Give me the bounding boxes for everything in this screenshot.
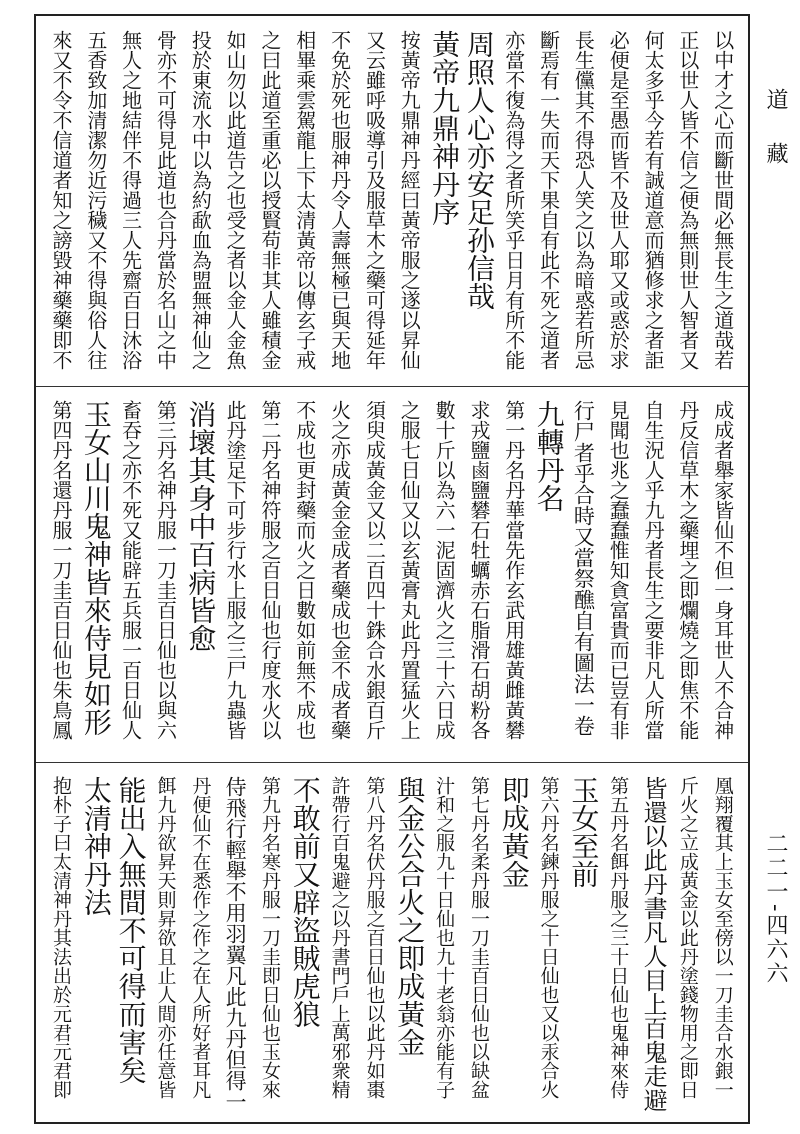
text-column: 何太多乎今若有誠道意而猶修求之者詎 — [641, 30, 666, 370]
text-column: 成成者舉家皆仙不但一身耳世人不合神 — [710, 400, 735, 740]
text-column: 斤火之立成黃金以此丹塗錢物用之即日 — [676, 776, 699, 1099]
text-column: 相畢乘雲駕龍上下太清黃帝以傳玄子戒 — [292, 30, 317, 370]
text-column: 數十斤以為六一泥固濟火之三十六日成 — [432, 400, 457, 740]
text-column: 即成黃金 — [497, 776, 531, 888]
text-column: 第四丹名還丹服一刀圭百日仙也朱鳥鳳 — [49, 400, 73, 740]
text-column: 火之亦成黃金金成者藥成也金不成者藥 — [327, 400, 352, 740]
text-column: 丹便仙不在悉作之作之在人所好者耳凡 — [189, 776, 212, 1099]
margin-page-number: 二二一-四六六 — [763, 832, 788, 986]
text-column: 許帶行百鬼避之以丹書門戶上萬邪衆精 — [328, 776, 351, 1099]
text-panel-top — [44, 30, 740, 376]
text-column: 如山勿以此道告之也受之者以金人金魚 — [223, 30, 248, 370]
text-column: 之曰此道至重必以授賢苟非其人雖積金 — [257, 30, 282, 370]
text-column: 消壞其身中百病皆愈 — [184, 400, 218, 652]
text-column: 行尸者乎合時又當祭醮自有圖法一卷 — [571, 400, 596, 736]
text-column: 投於東流水中以為約歃血為盟無神仙之 — [188, 30, 213, 370]
text-column: 丹反信草木之藥埋之即爛燒之即焦不能 — [675, 400, 700, 740]
text-column: 長生儻其不得恐人笑之以為暗惑若所忌 — [571, 30, 596, 370]
text-panel-bottom — [44, 776, 740, 1112]
text-column: 骨亦不可得見此道也合丹當於名山之中 — [153, 30, 178, 370]
text-column: 玉女至前 — [567, 776, 601, 888]
text-column: 正以世人皆不信之便為無則世人智者又 — [675, 30, 700, 370]
text-column: 周照人心亦安足孙信哉 — [462, 30, 496, 310]
text-column: 無人之地結伴不得過三人先齋百日沐浴 — [118, 30, 143, 370]
panel-divider-2 — [36, 762, 748, 763]
text-column: 按黃帝九鼎神丹經曰黃帝服之遂以昇仙 — [397, 30, 422, 370]
text-column: 第九丹名寒丹服一刀圭即日仙也玉女來 — [258, 776, 281, 1099]
text-column: 必便是至愚而皆不及世人耶又或惑於求 — [606, 30, 631, 370]
text-column: 侍飛行輕舉不用羽翼凡此九丹但得一 — [223, 776, 248, 1112]
text-column: 亦當不復為得之者所笑乎日月有所不能 — [501, 30, 526, 370]
text-column: 第二丹名神符服之百日仙也行度水火以 — [257, 400, 282, 740]
text-column: 不敢前又辟盜賊虎狼 — [288, 776, 322, 1028]
text-column: 第五丹名餌丹服之三十日仙也鬼神來侍 — [607, 776, 630, 1099]
text-column: 汁和之服九十日仙也九十老翁亦能有子 — [433, 776, 456, 1099]
text-column: 求戎鹽鹵鹽礬石牡蠣赤石脂滑石胡粉各 — [466, 400, 491, 740]
text-column: 以中才之心而斷世間必無長生之道哉若 — [710, 30, 735, 370]
text-column: 與金公合火之即成黃金 — [393, 776, 427, 1056]
text-column: 第八丹名伏丹服之百日仙也以此丹如棗 — [363, 776, 386, 1099]
text-column: 五香致加清潔勿近污穢又不得與俗人往 — [83, 30, 108, 370]
text-column: 第六丹名鍊丹服之十日仙也又以汞合火 — [537, 776, 560, 1099]
text-column: 玉女山川鬼神皆來侍見如形 — [79, 400, 113, 736]
text-column: 皆還以此丹書凡人目上百鬼走避 — [639, 776, 668, 1112]
text-column: 太清神丹法 — [79, 776, 113, 916]
text-column: 不免於死也服神丹令人壽無極已與天地 — [327, 30, 352, 370]
text-column: 之服七日仙又以玄黃膏丸此丹置猛火上 — [397, 400, 422, 740]
text-column: 斷焉有一失而天下果自有此不死之道者 — [536, 30, 561, 370]
text-column: 見聞也兆之蠢蠢惟知貪富貴而已豈有非 — [606, 400, 631, 740]
text-column: 第一丹名丹華當先作玄武用雄黃雌黃礬 — [501, 400, 526, 740]
panel-divider-1 — [36, 386, 748, 387]
text-column: 此丹塗足下可步行水上服之三尸九蟲皆 — [223, 400, 248, 740]
text-column: 須臾成黃金又以二百四十銖合水銀百斤 — [362, 400, 387, 740]
text-column: 第七丹名柔丹服一刀圭百日仙也以缺盆 — [467, 776, 490, 1099]
text-column: 又云雖呼吸導引及服草木之藥可得延年 — [362, 30, 387, 370]
text-column: 凰翔覆其上玉女至傍以一刀圭合水銀一 — [711, 776, 734, 1099]
text-column: 餌九丹欲昇天則昇欲且止人間亦任意皆 — [154, 776, 177, 1099]
page-frame — [34, 14, 750, 1124]
margin-collection-title: 道藏 — [763, 88, 788, 196]
text-column: 不成也更封藥而火之日數如前無不成也 — [292, 400, 317, 740]
text-column: 來又不令不信道者知之謗毀神藥藥即不 — [49, 30, 73, 370]
text-panel-middle — [44, 400, 740, 746]
text-column: 畜吞之亦不死又能辟五兵服一百日仙人 — [118, 400, 143, 740]
text-column: 黃帝九鼎神丹序 — [428, 30, 462, 226]
text-column: 抱朴子曰太清神丹其法出於元君元君即 — [50, 776, 72, 1099]
text-column: 能出入無間不可得而害矣 — [114, 776, 148, 1084]
text-column: 九轉丹名 — [532, 400, 566, 512]
text-column: 自生況人乎九丹者長生之要非凡人所當 — [641, 400, 666, 740]
text-column: 第三丹名神丹服一刀圭百日仙也以與六 — [153, 400, 178, 740]
